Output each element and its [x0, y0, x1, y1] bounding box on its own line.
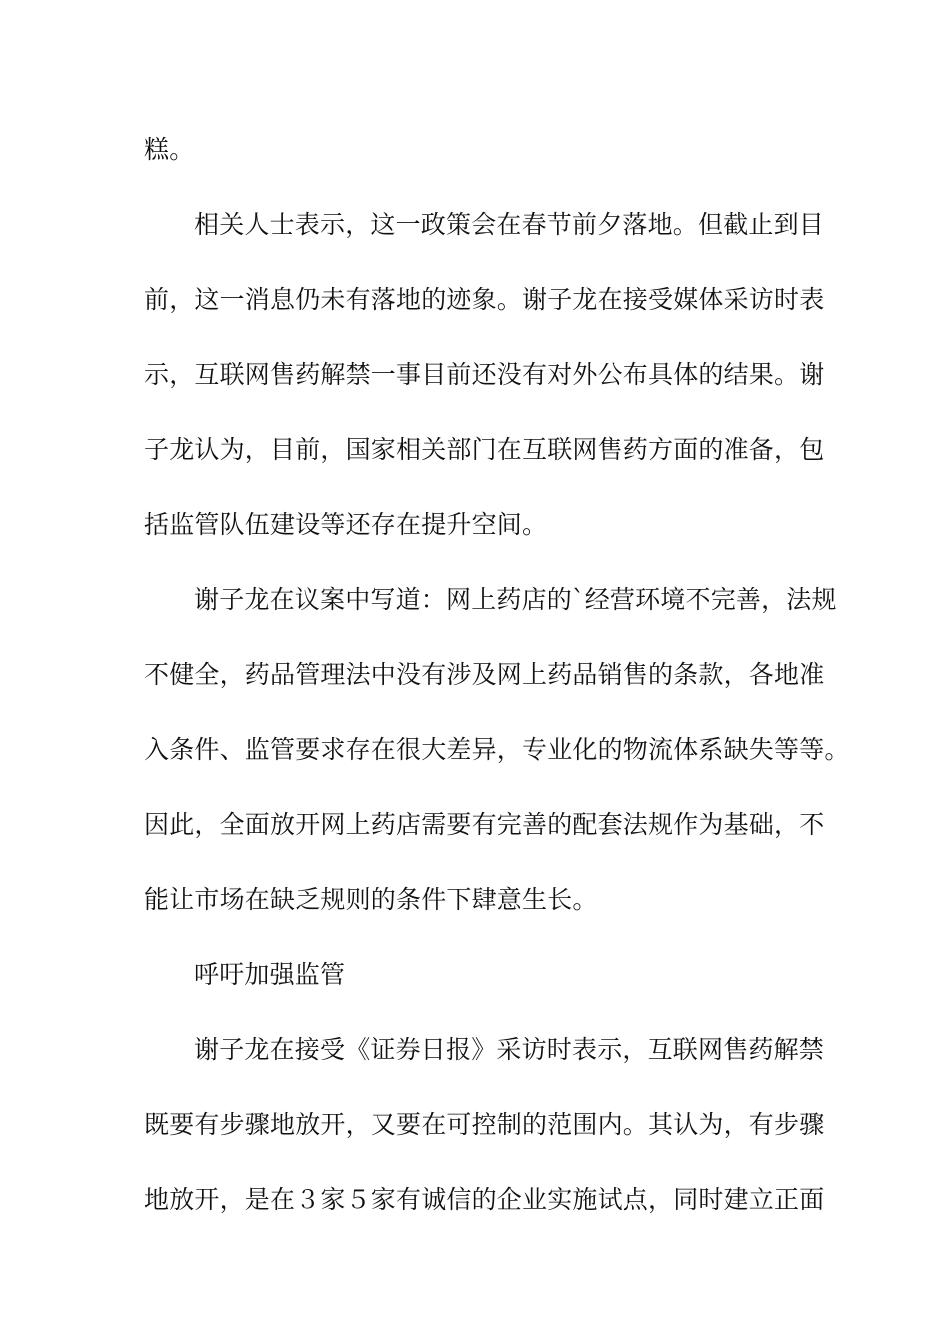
paragraph-start-line: 相关人士表示，这一政策会在春节前夕落地。但截止到目 — [194, 210, 825, 239]
text-line: 能让市场在缺乏规则的条件下肆意生长。 — [144, 885, 598, 914]
paragraph-start-line: 谢子龙在议案中写道：网上药店的`经营环境不完善，法规 — [194, 585, 837, 614]
paragraph-start-line: 谢子龙在接受《证券日报》采访时表示，互联网售药解禁 — [194, 1035, 825, 1064]
section-heading: 呼吁加强监管 — [194, 960, 346, 989]
text-line: 因此，全面放开网上药店需要有完善的配套法规作为基础，不 — [144, 810, 825, 839]
text-line: 入条件、监管要求存在很大差异，专业化的物流体系缺失等等。 — [144, 735, 850, 764]
text-line: 括监管队伍建设等还存在提升空间。 — [144, 510, 548, 539]
text-line: 前，这一消息仍未有落地的迹象。谢子龙在接受媒体采访时表 — [144, 285, 825, 314]
text-line: 示，互联网售药解禁一事目前还没有对外公布具体的结果。谢 — [144, 360, 825, 389]
text-line: 不健全，药品管理法中没有涉及网上药品销售的条款，各地准 — [144, 660, 825, 689]
text-line: 糕。 — [144, 135, 195, 164]
text-line: 子龙认为，目前，国家相关部门在互联网售药方面的准备，包 — [144, 435, 825, 464]
text-line: 地放开，是在３家５家有诚信的企业实施试点，同时建立正面 — [144, 1185, 825, 1214]
text-line: 既要有步骤地放开，又要在可控制的范围内。其认为，有步骤 — [144, 1110, 825, 1139]
